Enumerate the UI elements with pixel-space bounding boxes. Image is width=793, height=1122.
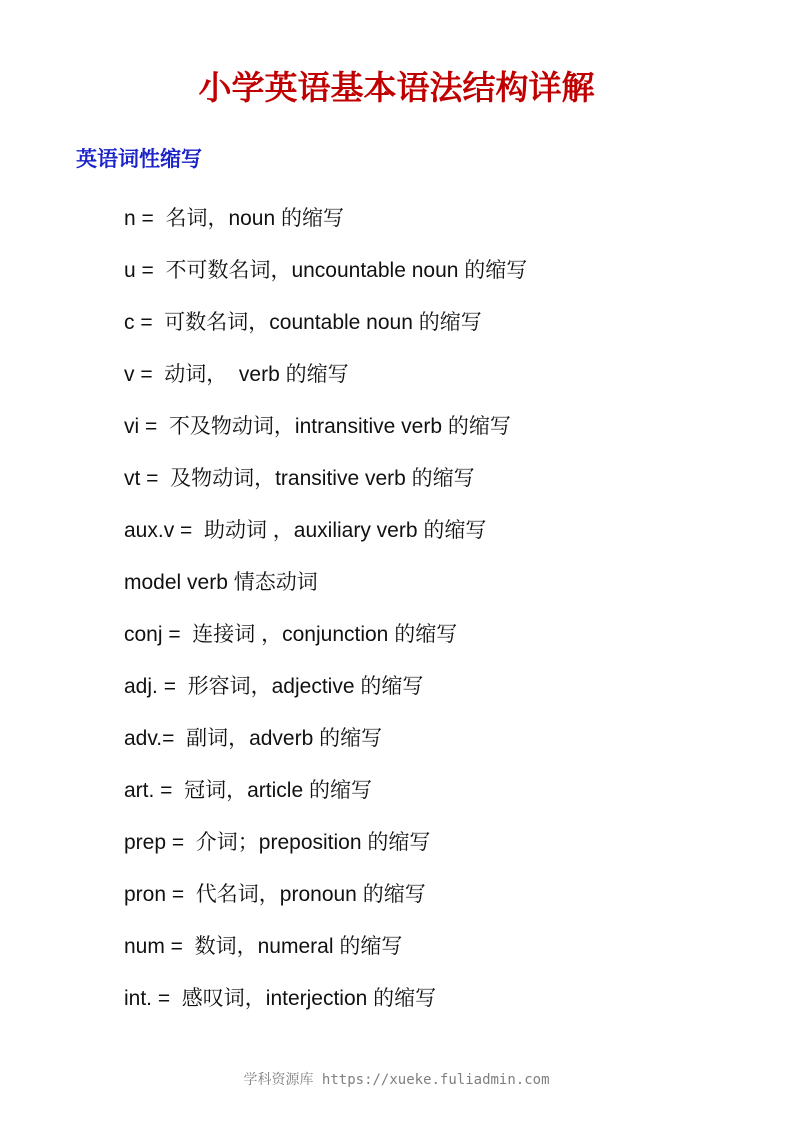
entry-numeral: num = 数词，numeral 的缩写 [124, 935, 403, 958]
entry-conjunction: conj = 连接词 ，conjunction 的缩写 [124, 623, 458, 646]
entry-modal-verb: model verb 情态动词 [124, 571, 318, 594]
entry-verb: v = 动词， verb 的缩写 [124, 363, 349, 386]
abbreviation-list [124, 201, 527, 1033]
entry-interjection: int. = 感叹词，interjection 的缩写 [124, 987, 437, 1010]
entry-noun: n = 名词，noun 的缩写 [124, 207, 344, 230]
footer-url[interactable]: https://xueke.fuliadmin.com [321, 1072, 550, 1088]
entry-pronoun: pron = 代名词，pronoun 的缩写 [124, 883, 426, 906]
footer-site-name: 学科资源库 [243, 1072, 314, 1088]
section-heading: 英语词性缩写 [76, 147, 202, 171]
page-title: 小学英语基本语法结构详解 [198, 68, 595, 107]
page-footer [0, 1069, 793, 1091]
entry-intransitive-verb: vi = 不及物动词，intransitive verb 的缩写 [124, 415, 511, 438]
entry-adverb: adv.= 副词，adverb 的缩写 [124, 727, 383, 750]
entry-preposition: prep = 介词；preposition 的缩写 [124, 831, 431, 854]
entry-article: art. = 冠词，article 的缩写 [124, 779, 372, 802]
entry-auxiliary-verb: aux.v = 助动词 ，auxiliary verb 的缩写 [124, 519, 487, 542]
entry-adjective: adj. = 形容词，adjective 的缩写 [124, 675, 424, 698]
entry-transitive-verb: vt = 及物动词，transitive verb 的缩写 [124, 467, 475, 490]
entry-countable-noun: c = 可数名词，countable noun 的缩写 [124, 311, 482, 334]
entry-uncountable-noun: u = 不可数名词，uncountable noun 的缩写 [124, 259, 528, 282]
